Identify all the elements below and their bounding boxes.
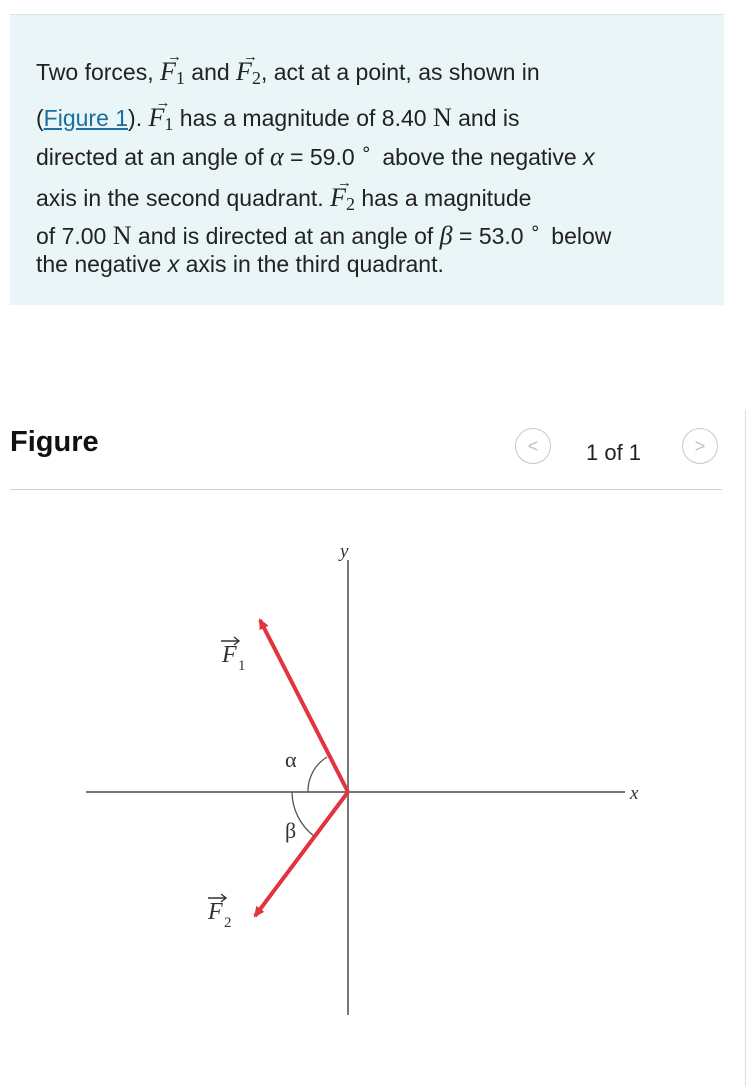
problem-text: has a magnitude of 8.40 xyxy=(179,105,427,131)
problem-text: and is directed at an angle of xyxy=(137,223,434,249)
vector-f1: → $F_1$ xyxy=(160,49,185,88)
problem-text: of 7.00 xyxy=(36,223,107,249)
problem-line-1 xyxy=(36,49,540,88)
panel-divider xyxy=(745,410,746,1086)
beta-symbol: β xyxy=(439,221,453,250)
f1-label-subscript: 1 xyxy=(238,658,246,674)
beta-value: = 53.0 xyxy=(459,223,524,249)
problem-statement xyxy=(10,14,724,305)
problem-text: below xyxy=(551,223,612,249)
paren: ). xyxy=(128,105,143,131)
vector-f2-symbol: F xyxy=(330,183,346,212)
x-variable: x xyxy=(583,144,595,170)
unit-newton: N xyxy=(112,221,132,250)
figure-link[interactable]: Figure 1 xyxy=(43,105,129,131)
f2-label xyxy=(207,894,232,931)
figure-title: Figure xyxy=(10,426,99,458)
vector-f2-subscript: 2 xyxy=(345,194,355,214)
problem-line-4 xyxy=(36,175,532,214)
vector-f2: → $F_2$ xyxy=(330,175,355,214)
beta-label: β xyxy=(285,818,297,843)
problem-text: and xyxy=(191,59,230,85)
unit-newton: N xyxy=(432,103,452,132)
problem-line-3 xyxy=(36,140,595,170)
vector-f2-symbol: F xyxy=(236,57,252,86)
previous-figure-button[interactable] xyxy=(515,428,551,464)
f2-label-subscript: 2 xyxy=(224,915,232,931)
alpha-label: α xyxy=(285,747,297,772)
vector-f2-subscript: 2 xyxy=(251,68,261,88)
x-axis-label: x xyxy=(630,783,639,804)
alpha-value: = 59.0 xyxy=(290,144,355,170)
problem-text: has a magnitude xyxy=(361,185,532,211)
x-variable: x xyxy=(167,251,180,277)
degree-symbol: ∘ xyxy=(360,139,372,159)
vector-f1-symbol: F xyxy=(160,57,176,86)
force-f1-vector xyxy=(260,620,348,792)
chevron-left-icon: < xyxy=(527,435,539,456)
alpha-arc xyxy=(308,757,327,792)
problem-text: Two forces, xyxy=(36,59,154,85)
problem-text: the negative xyxy=(36,251,162,277)
f1-label-symbol: F xyxy=(222,642,237,668)
figure-header-divider xyxy=(10,489,722,490)
problem-text: axis in the third quadrant. xyxy=(185,251,444,277)
vector-f1-subscript: 1 xyxy=(164,114,174,134)
degree-symbol: ∘ xyxy=(529,218,541,238)
problem-text: directed at an angle of xyxy=(36,144,264,170)
chevron-right-icon: > xyxy=(694,435,706,456)
figure-header xyxy=(10,422,722,490)
vector-f1-symbol: F xyxy=(148,103,165,132)
next-figure-button[interactable] xyxy=(682,428,718,464)
y-axis-label: y xyxy=(340,541,349,562)
problem-line-2 xyxy=(36,95,520,134)
force-diagram xyxy=(0,520,700,1040)
problem-text: above the negative xyxy=(382,144,577,170)
vector-f1: → $F_1$ xyxy=(148,95,174,134)
f2-label-symbol: F xyxy=(208,899,223,925)
problem-text: and is xyxy=(458,105,520,131)
f1-label xyxy=(221,637,246,674)
problem-line-5 xyxy=(36,219,611,249)
problem-line-6 xyxy=(36,253,444,276)
figure-pager: 1 of 1 xyxy=(586,440,642,465)
vector-f1-subscript: 1 xyxy=(175,68,185,88)
vector-f2: → $F_2$ xyxy=(236,49,261,88)
force-f2-vector xyxy=(255,792,348,916)
problem-text: axis in the second quadrant. xyxy=(36,185,324,211)
problem-text: , act at a point, as shown in xyxy=(260,59,540,85)
alpha-symbol: α xyxy=(270,142,284,171)
paren: ( xyxy=(36,105,44,131)
